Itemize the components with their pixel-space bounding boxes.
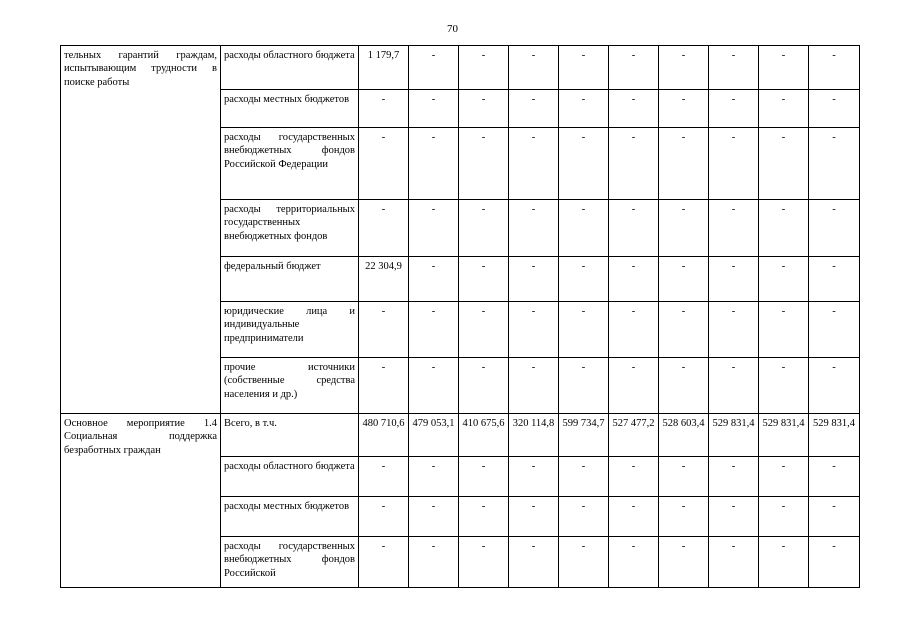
- value-cell: -: [809, 537, 860, 588]
- value-cell: -: [759, 257, 809, 302]
- value-cell: 529 831,4: [809, 414, 860, 457]
- value-cell: -: [759, 537, 809, 588]
- value-cell: -: [709, 302, 759, 358]
- value-cell: -: [709, 537, 759, 588]
- value-cell: -: [509, 46, 559, 90]
- value-cell: 22 304,9: [359, 257, 409, 302]
- value-cell: 479 053,1: [409, 414, 459, 457]
- value-cell: -: [409, 46, 459, 90]
- value-cell: -: [359, 90, 409, 128]
- value-cell: -: [559, 302, 609, 358]
- value-cell: -: [609, 302, 659, 358]
- value-cell: -: [809, 128, 860, 200]
- value-cell: -: [559, 257, 609, 302]
- activity-cell: тельных гарантий граждам, испытывающим трудности в поиске работы: [61, 46, 221, 414]
- value-cell: -: [409, 128, 459, 200]
- value-cell: -: [559, 358, 609, 414]
- value-cell: -: [709, 257, 759, 302]
- funding-source-cell: федеральный бюджет: [221, 257, 359, 302]
- value-cell: 599 734,7: [559, 414, 609, 457]
- value-cell: -: [659, 497, 709, 537]
- value-cell: 527 477,2: [609, 414, 659, 457]
- table-body: [61, 46, 860, 588]
- value-cell: 528 603,4: [659, 414, 709, 457]
- value-cell: -: [609, 497, 659, 537]
- value-cell: -: [609, 457, 659, 497]
- value-cell: 410 675,6: [459, 414, 509, 457]
- funding-source-cell: расходы местных бюджетов: [221, 90, 359, 128]
- value-cell: -: [759, 302, 809, 358]
- funding-source-cell: Всего, в т.ч.: [221, 414, 359, 457]
- value-cell: -: [759, 457, 809, 497]
- funding-source-cell: расходы областного бюджета: [221, 46, 359, 90]
- value-cell: -: [509, 257, 559, 302]
- value-cell: -: [359, 358, 409, 414]
- value-cell: -: [759, 128, 809, 200]
- value-cell: -: [709, 46, 759, 90]
- value-cell: -: [609, 90, 659, 128]
- value-cell: 529 831,4: [709, 414, 759, 457]
- funding-source-cell: расходы местных бюджетов: [221, 497, 359, 537]
- value-cell: -: [509, 302, 559, 358]
- funding-source-cell: расходы областного бюджета: [221, 457, 359, 497]
- value-cell: -: [509, 537, 559, 588]
- value-cell: -: [759, 90, 809, 128]
- value-cell: -: [609, 358, 659, 414]
- value-cell: -: [809, 358, 860, 414]
- value-cell: -: [809, 457, 860, 497]
- value-cell: -: [459, 457, 509, 497]
- value-cell: -: [459, 537, 509, 588]
- value-cell: -: [409, 457, 459, 497]
- value-cell: -: [709, 457, 759, 497]
- value-cell: -: [459, 90, 509, 128]
- value-cell: -: [609, 537, 659, 588]
- funding-source-cell: расходы территориальных государственных внебюджетных фондов: [221, 200, 359, 257]
- value-cell: -: [509, 358, 559, 414]
- value-cell: -: [459, 128, 509, 200]
- value-cell: -: [759, 497, 809, 537]
- value-cell: -: [559, 457, 609, 497]
- value-cell: -: [809, 200, 860, 257]
- budget-table: [60, 45, 860, 588]
- value-cell: -: [559, 46, 609, 90]
- funding-source-cell: расходы государственных внебюджетных фондов Российской: [221, 537, 359, 588]
- funding-source-cell: расходы государственных внебюджетных фондов Российской Федерации: [221, 128, 359, 200]
- value-cell: -: [359, 200, 409, 257]
- value-cell: -: [559, 537, 609, 588]
- value-cell: -: [609, 128, 659, 200]
- value-cell: -: [609, 257, 659, 302]
- value-cell: -: [759, 358, 809, 414]
- value-cell: 480 710,6: [359, 414, 409, 457]
- value-cell: 320 114,8: [509, 414, 559, 457]
- value-cell: -: [659, 358, 709, 414]
- value-cell: -: [459, 497, 509, 537]
- value-cell: -: [409, 497, 459, 537]
- value-cell: -: [359, 302, 409, 358]
- value-cell: -: [659, 128, 709, 200]
- value-cell: -: [509, 457, 559, 497]
- value-cell: -: [659, 90, 709, 128]
- value-cell: -: [359, 537, 409, 588]
- value-cell: -: [809, 497, 860, 537]
- page-number: 70: [447, 23, 458, 35]
- value-cell: -: [409, 537, 459, 588]
- value-cell: -: [359, 457, 409, 497]
- value-cell: -: [559, 200, 609, 257]
- value-cell: -: [809, 302, 860, 358]
- value-cell: -: [709, 90, 759, 128]
- value-cell: -: [509, 200, 559, 257]
- value-cell: -: [759, 200, 809, 257]
- value-cell: -: [559, 497, 609, 537]
- activity-cell: Основное мероприятие 1.4 Социальная поддержка безработных граждан: [61, 414, 221, 588]
- value-cell: -: [659, 46, 709, 90]
- table-row: [61, 414, 860, 457]
- value-cell: -: [709, 200, 759, 257]
- value-cell: -: [659, 200, 709, 257]
- value-cell: -: [809, 46, 860, 90]
- value-cell: -: [459, 358, 509, 414]
- value-cell: -: [409, 302, 459, 358]
- funding-source-cell: юридические лица и индивидуальные предприниматели: [221, 302, 359, 358]
- value-cell: -: [709, 497, 759, 537]
- value-cell: -: [459, 200, 509, 257]
- value-cell: -: [459, 302, 509, 358]
- value-cell: -: [409, 90, 459, 128]
- value-cell: -: [609, 200, 659, 257]
- value-cell: -: [659, 457, 709, 497]
- value-cell: -: [409, 257, 459, 302]
- value-cell: -: [509, 128, 559, 200]
- value-cell: -: [659, 302, 709, 358]
- value-cell: -: [659, 537, 709, 588]
- value-cell: -: [509, 497, 559, 537]
- value-cell: 529 831,4: [759, 414, 809, 457]
- value-cell: -: [809, 90, 860, 128]
- value-cell: -: [809, 257, 860, 302]
- value-cell: -: [409, 358, 459, 414]
- value-cell: -: [559, 128, 609, 200]
- value-cell: -: [709, 128, 759, 200]
- value-cell: -: [559, 90, 609, 128]
- value-cell: -: [359, 497, 409, 537]
- value-cell: -: [609, 46, 659, 90]
- funding-source-cell: прочие источники (собственные средства населения и др.): [221, 358, 359, 414]
- value-cell: -: [509, 90, 559, 128]
- value-cell: -: [359, 128, 409, 200]
- value-cell: -: [459, 257, 509, 302]
- value-cell: -: [659, 257, 709, 302]
- value-cell: -: [409, 200, 459, 257]
- value-cell: 1 179,7: [359, 46, 409, 90]
- table-row: [61, 46, 860, 90]
- value-cell: -: [459, 46, 509, 90]
- value-cell: -: [709, 358, 759, 414]
- value-cell: -: [759, 46, 809, 90]
